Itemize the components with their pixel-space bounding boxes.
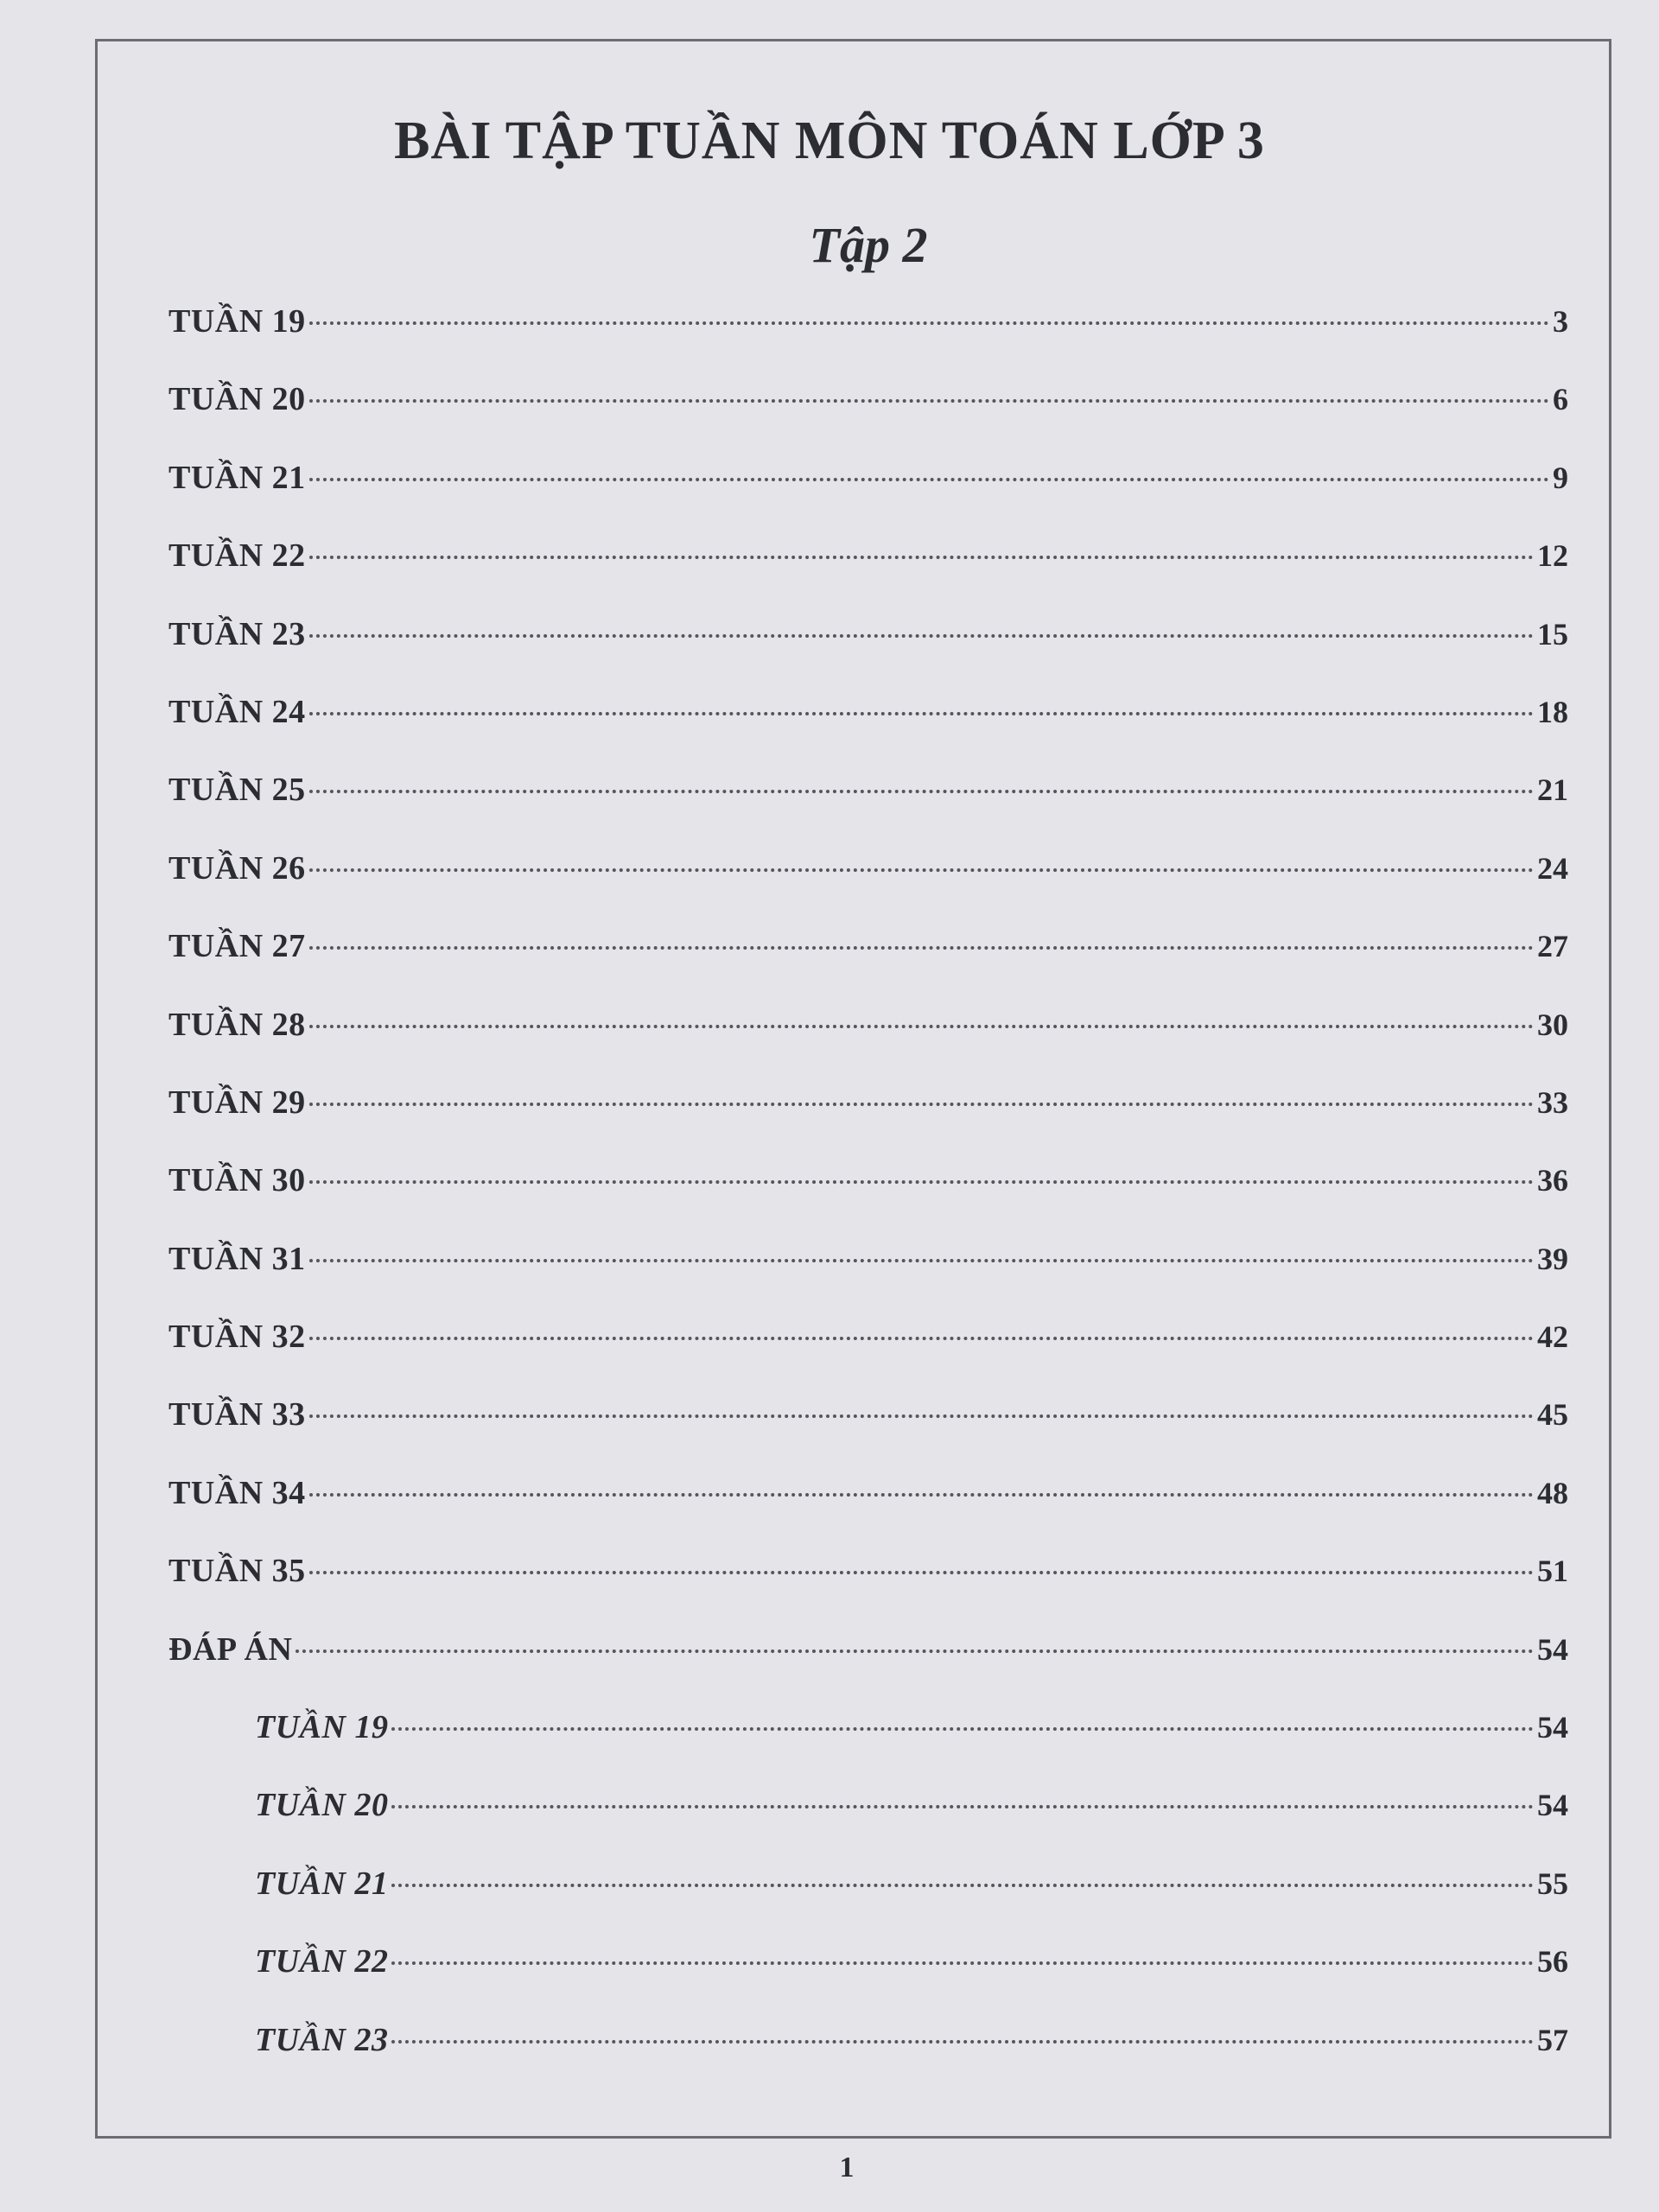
toc-entry-label: TUẦN 34 [168,1474,306,1511]
dot-leader [391,1961,1534,1965]
toc-entry-label: TUẦN 21 [168,459,306,496]
dot-leader [309,712,1534,715]
dot-leader [309,556,1534,559]
toc-entry-tuan-27[interactable] [168,927,1568,1005]
dot-leader [391,2040,1534,2044]
toc-entry-page: 9 [1553,460,1568,495]
toc-entry-page: 54 [1537,1710,1568,1745]
toc-entry-tuan-22[interactable] [168,537,1568,614]
toc-entry-label: TUẦN 35 [168,1553,306,1590]
toc-entry-label: TUẦN 31 [168,1240,306,1277]
toc-entry-label: TUẦN 23 [168,615,306,652]
toc-entry-page: 57 [1537,2022,1568,2057]
toc-entry-page: 12 [1537,538,1568,574]
toc-entry-tuan-26[interactable] [168,849,1568,927]
toc-entry-tuan-35[interactable] [168,1552,1568,1630]
dot-leader [309,321,1549,325]
toc-entry-tuan-29[interactable] [168,1084,1568,1161]
toc-entry-label: ĐÁP ÁN [168,1630,293,1668]
toc-entry-label: TUẦN 22 [168,537,306,575]
dot-leader [309,1103,1534,1106]
dot-leader [296,1649,1534,1653]
dot-leader [309,868,1534,872]
toc-entry-page: 15 [1537,616,1568,652]
toc-entry-label: TUẦN 27 [168,928,306,965]
toc-entry-tuan-19[interactable] [168,302,1568,380]
toc-entry-page: 18 [1537,694,1568,729]
toc-entry-page: 3 [1553,304,1568,339]
toc-entry-tuan-30[interactable] [168,1161,1568,1239]
toc-entry-tuan-24[interactable] [168,693,1568,771]
dot-leader [391,1884,1534,1887]
dot-leader [309,399,1549,403]
toc-entry-label: TUẦN 20 [168,381,306,418]
toc-entry-tuan-21[interactable] [168,459,1568,537]
dot-leader [309,790,1534,793]
toc-entry-page: 36 [1537,1163,1568,1198]
toc-entry-tuan-28[interactable] [168,1006,1568,1084]
document-title: BÀI TẬP TUẦN MÔN TOÁN LỚP 3 [394,111,1265,170]
toc-entry-page: 56 [1537,1944,1568,1980]
toc-entry-label: TUẦN 23 [255,2021,389,2058]
toc-entry-label: TUẦN 28 [168,1006,306,1043]
dot-leader [309,634,1534,638]
table-of-contents [168,302,1568,2099]
toc-entry-tuan-23[interactable] [168,615,1568,693]
toc-entry-label: TUẦN 19 [255,1709,389,1746]
toc-entry-label: TUẦN 29 [168,1084,306,1121]
toc-entry-label: TUẦN 24 [168,693,306,730]
dot-leader [309,478,1549,481]
toc-entry-label: TUẦN 22 [255,1943,389,1980]
toc-entry-page: 24 [1537,850,1568,886]
toc-entry-dap-an[interactable] [168,1630,1568,1708]
dot-leader [309,1259,1534,1262]
toc-entry-page: 51 [1537,1554,1568,1589]
toc-entry-page: 48 [1537,1475,1568,1510]
toc-entry-page: 39 [1537,1241,1568,1276]
toc-entry-page: 45 [1537,1397,1568,1433]
page-number: 1 [839,2152,855,2183]
dot-leader [391,1805,1534,1808]
dot-leader [309,1337,1534,1340]
dot-leader [309,1414,1534,1418]
toc-entry-tuan-20[interactable] [168,380,1568,458]
toc-entry-page: 27 [1537,929,1568,964]
toc-entry-tuan-32[interactable] [168,1318,1568,1395]
toc-entry-page: 54 [1537,1631,1568,1667]
dot-leader [309,1493,1534,1497]
dot-leader [309,1571,1534,1574]
toc-entry-tuan-34[interactable] [168,1474,1568,1552]
toc-answer-tuan-22[interactable] [168,1942,1568,2020]
toc-entry-page: 55 [1537,1866,1568,1901]
toc-entry-label: TUẦN 32 [168,1319,306,1356]
volume-subtitle: Tập 2 [809,217,928,273]
dot-leader [309,1180,1534,1184]
toc-entry-page: 33 [1537,1084,1568,1120]
toc-answer-tuan-19[interactable] [168,1708,1568,1786]
toc-entry-label: TUẦN 30 [168,1162,306,1199]
toc-entry-page: 21 [1537,772,1568,808]
toc-entry-tuan-33[interactable] [168,1395,1568,1473]
toc-entry-page: 6 [1553,382,1568,417]
toc-entry-page: 54 [1537,1788,1568,1823]
toc-answer-tuan-23[interactable] [168,2021,1568,2099]
toc-entry-label: TUẦN 19 [168,303,306,340]
toc-entry-label: TUẦN 33 [168,1396,306,1433]
toc-entry-label: TUẦN 25 [168,772,306,809]
toc-answer-tuan-20[interactable] [168,1786,1568,1864]
dot-leader [309,1025,1534,1028]
dot-leader [391,1727,1534,1731]
toc-answer-tuan-21[interactable] [168,1865,1568,1942]
toc-entry-label: TUẦN 21 [255,1865,389,1902]
toc-entry-page: 42 [1537,1319,1568,1355]
toc-entry-page: 30 [1537,1007,1568,1042]
toc-entry-label: TUẦN 26 [168,849,306,887]
toc-entry-tuan-25[interactable] [168,771,1568,849]
toc-entry-tuan-31[interactable] [168,1240,1568,1318]
toc-entry-label: TUẦN 20 [255,1787,389,1824]
dot-leader [309,946,1534,950]
